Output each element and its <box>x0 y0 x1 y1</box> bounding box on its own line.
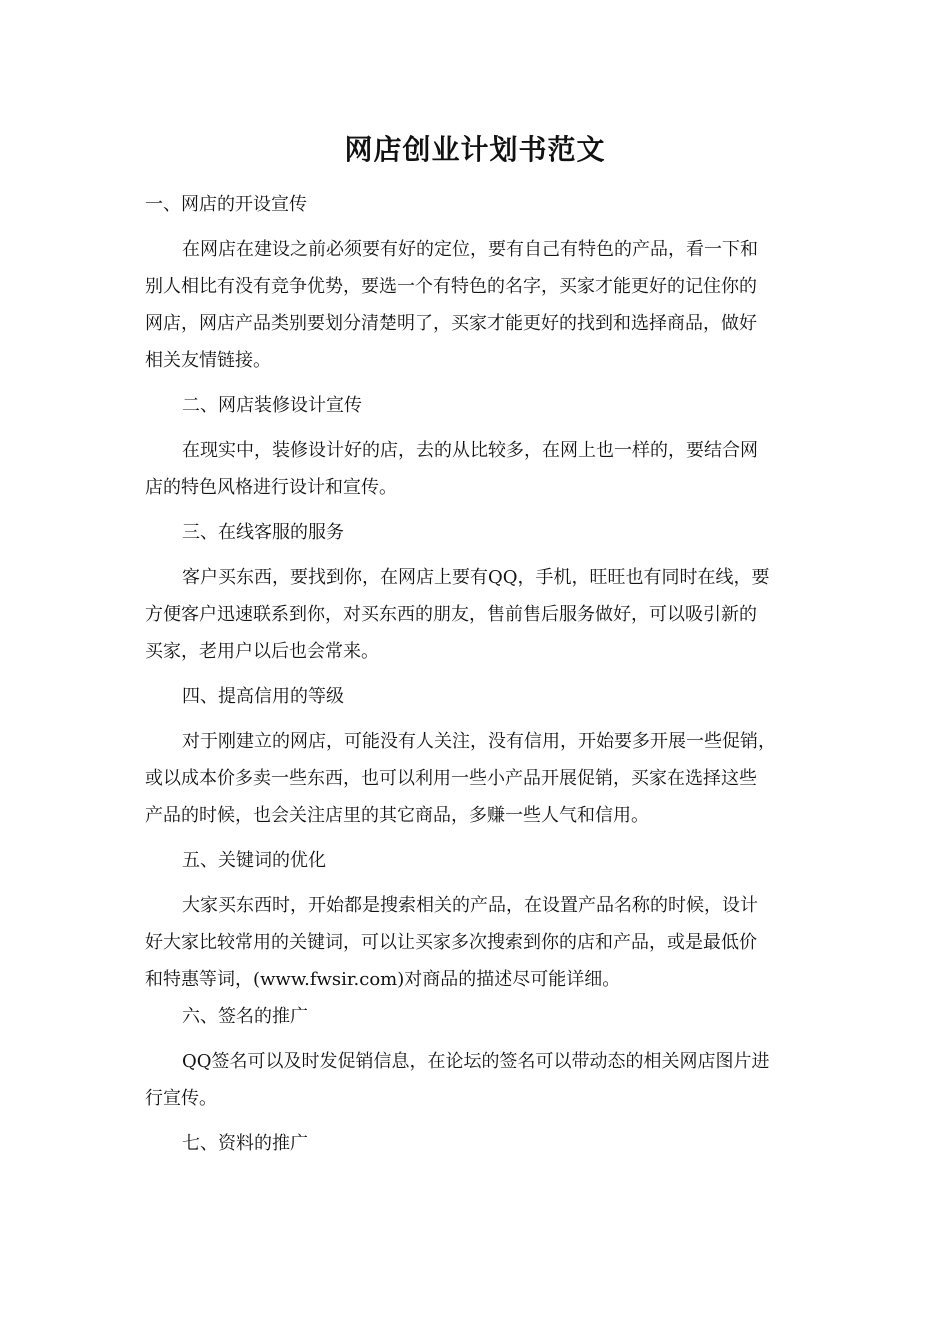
paragraph-line: 店的特色风格进行设计和宣传。 <box>145 477 397 498</box>
paragraph-line: 买家，老用户以后也会常来。 <box>145 641 379 662</box>
section-heading: 三、在线客服的服务 <box>182 522 344 543</box>
paragraph-line: 网店，网店产品类别要划分清楚明了，买家才能更好的找到和选择商品，做好 <box>145 313 757 334</box>
document-body <box>145 186 805 1162</box>
paragraph-line: 对于刚建立的网店，可能没有人关注，没有信用，开始要多开展一些促销， <box>182 731 776 752</box>
paragraph-line: 在网店在建设之前必须要有好的定位，要有自己有特色的产品，看一下和 <box>182 239 758 260</box>
document-title: 网店创业计划书范文 <box>344 133 606 166</box>
paragraph-line: 或以成本价多卖一些东西，也可以利用一些小产品开展促销，买家在选择这些 <box>145 768 757 789</box>
section-heading: 五、关键词的优化 <box>182 850 326 871</box>
section-heading: 六、签名的推广 <box>182 1006 308 1027</box>
section-heading: 七、资料的推广 <box>182 1133 308 1154</box>
section-heading: 一、网店的开设宣传 <box>145 194 307 215</box>
paragraph-line: 方便客户迅速联系到你，对买东西的朋友，售前售后服务做好，可以吸引新的 <box>145 604 757 625</box>
paragraph-line: 大家买东西时，开始都是搜索相关的产品，在设置产品名称的时候，设计 <box>182 895 758 916</box>
paragraph-line: 在现实中，装修设计好的店，去的从比较多，在网上也一样的，要结合网 <box>182 440 758 461</box>
paragraph-line: 相关友情链接。 <box>145 350 271 371</box>
section-heading: 四、提高信用的等级 <box>182 686 344 707</box>
paragraph-line: 客户买东西，要找到你，在网店上要有QQ，手机，旺旺也有同时在线，要 <box>182 567 770 588</box>
paragraph-line: QQ签名可以及时发促销信息，在论坛的签名可以带动态的相关网店图片进 <box>182 1051 770 1072</box>
paragraph-line: 别人相比有没有竞争优势，要选一个有特色的名字，买家才能更好的记住你的 <box>145 276 757 297</box>
paragraph-line: 产品的时候，也会关注店里的其它商品，多赚一些人气和信用。 <box>145 805 649 826</box>
paragraph-line: 好大家比较常用的关键词，可以让买家多次搜索到你的店和产品，或是最低价 <box>145 932 757 953</box>
paragraph-line: 和特惠等词，(www.fwsir.com)对商品的描述尽可能详细。 <box>145 969 621 990</box>
section-heading: 二、网店装修设计宣传 <box>182 395 362 416</box>
paragraph-line: 行宣传。 <box>145 1088 217 1109</box>
